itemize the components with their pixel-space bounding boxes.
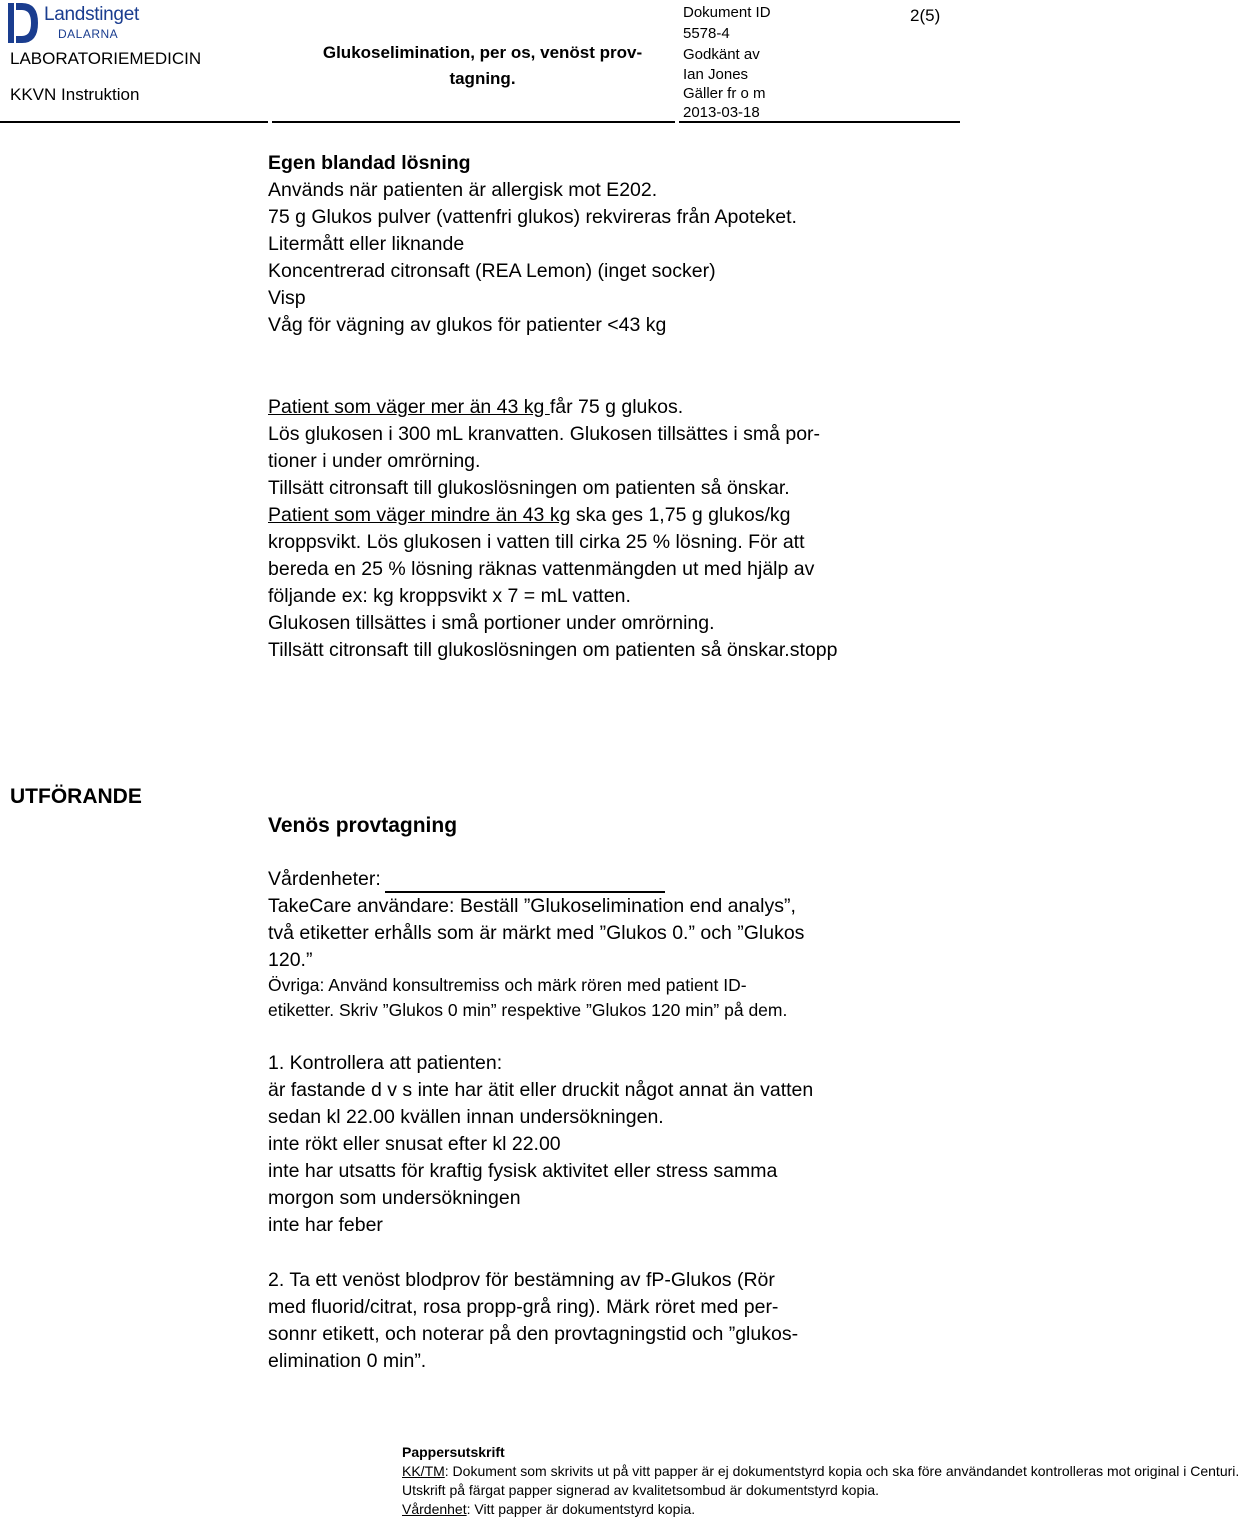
step-1-line: inte har feber (268, 1214, 383, 1236)
text-span: ska ges 1,75 g glukos/kg (570, 504, 791, 526)
section-heading: Venös provtagning (268, 814, 458, 837)
footer-text: : Vitt papper är dokumentstyrd kopia. (466, 1501, 696, 1517)
text-line: Litermått eller liknande (268, 233, 465, 255)
text-line: kroppsvikt. Lös glukosen i vatten till cirka 25 % lösning. För att (268, 531, 805, 553)
text-line: etiketter. Skriv ”Glukos 0 min” respektive ”Glukos 120 min” på dem. (268, 1000, 788, 1020)
footer-line (402, 1501, 695, 1517)
document-title: Glukoselimination, per os, venöst prov-tagning. (322, 43, 643, 88)
step-1-line: 1. Kontrollera att patienten: (268, 1052, 503, 1074)
footer-label: Vårdenhet (402, 1501, 467, 1517)
doc-id-label: Dokument ID (683, 4, 771, 21)
text-line: Visp (268, 287, 306, 309)
approved-label: Godkänt av (683, 46, 760, 63)
text-line: Våg för vägning av glukos för patienter <43 kg (268, 314, 667, 336)
text-line: Glukosen tillsättes i små portioner under omrörning. (268, 612, 715, 634)
text-line: Tillsätt citronsaft till glukoslösningen om patienten så önskar.stopp (268, 639, 838, 661)
text-line: Används när patienten är allergisk mot E202. (268, 179, 658, 201)
footer-line: Utskrift på färgat papper signerad av kvalitetsombud är dokumentstyrd kopia. (402, 1482, 880, 1498)
text-span: får 75 g glukos. (549, 396, 684, 418)
logo-text-landstinget: Landstinget (44, 4, 139, 25)
department-name: LABORATORIEMEDICIN (10, 49, 202, 68)
step-1-line: är fastande d v s inte har ätit eller druckit något annat än vatten (268, 1079, 814, 1101)
text-line: Tillsätt citronsaft till glukoslösningen om patienten så önskar. (268, 477, 790, 499)
text-line: följande ex: kg kroppsvikt x 7 = mL vatten. (268, 585, 631, 607)
valid-from-label: Gäller fr o m (683, 85, 766, 102)
section-heading: Egen blandad lösning (268, 152, 471, 174)
footer-text: : Dokument som skrivits ut på vitt papper är ej dokumentstyrd kopia och ska före användandet kontrolleras mot original i Centuri. (444, 1463, 1239, 1479)
header-divider-middle (272, 121, 675, 123)
text-line: 120.” (268, 949, 313, 971)
blank-fill-line (385, 871, 665, 893)
doc-id-value: 5578-4 (683, 25, 730, 42)
footer-heading: Pappersutskrift (402, 1444, 505, 1460)
dosing-over-43kg (268, 394, 683, 421)
document-type: KKVN Instruktion (10, 85, 140, 104)
valid-from-date: 2013-03-18 (683, 104, 760, 121)
text-line: Övriga: Använd konsultremiss och märk rören med patient ID- (268, 975, 747, 995)
step-2-line: 2. Ta ett venöst blodprov för bestämning av fP-Glukos (Rör (268, 1269, 775, 1291)
text-line: TakeCare användare: Beställ ”Glukoselimination end analys”, (268, 895, 796, 917)
units-label: Vårdenheter: (268, 868, 381, 890)
units-line (268, 866, 665, 893)
step-2-line: sonnr etikett, och noterar på den provtagningstid och ”glukos- (268, 1323, 799, 1345)
text-line: tioner i under omrörning. (268, 450, 481, 472)
landstinget-logo-icon (8, 3, 38, 43)
step-1-line: inte har utsatts för kraftig fysisk aktivitet eller stress samma (268, 1160, 778, 1182)
text-line: bereda en 25 % lösning räknas vattenmängden ut med hjälp av (268, 558, 815, 580)
text-line: två etiketter erhålls som är märkt med ”Glukos 0.” och ”Glukos (268, 922, 805, 944)
logo-text-dalarna: DALARNA (58, 27, 119, 41)
header-divider-left (0, 121, 268, 123)
approved-by-value: Ian Jones (683, 66, 749, 83)
step-1-line: sedan kl 22.00 kvällen innan undersökningen. (268, 1106, 664, 1128)
header-divider-right (679, 121, 960, 123)
text-line: Koncentrerad citronsaft (REA Lemon) (inget socker) (268, 260, 716, 282)
step-1-line: morgon som undersökningen (268, 1187, 521, 1209)
underlined-text: Patient som väger mer än 43 kg (268, 396, 550, 418)
step-2-line: med fluorid/citrat, rosa propp-grå ring). Märk röret med per- (268, 1296, 779, 1318)
page-number: 2(5) (910, 6, 941, 25)
footer-line (402, 1463, 1239, 1479)
text-line: Lös glukosen i 300 mL kranvatten. Glukosen tillsättes i små por- (268, 423, 821, 445)
underlined-text: Patient som väger mindre än 43 kg (268, 504, 571, 526)
section-label: UTFÖRANDE (10, 785, 142, 808)
step-2-line: elimination 0 min”. (268, 1350, 427, 1372)
step-1-line: inte rökt eller snusat efter kl 22.00 (268, 1133, 561, 1155)
dosing-under-43kg (268, 502, 790, 529)
footer-label: KK/TM (402, 1463, 445, 1479)
text-line: 75 g Glukos pulver (vattenfri glukos) rekvireras från Apoteket. (268, 206, 797, 228)
